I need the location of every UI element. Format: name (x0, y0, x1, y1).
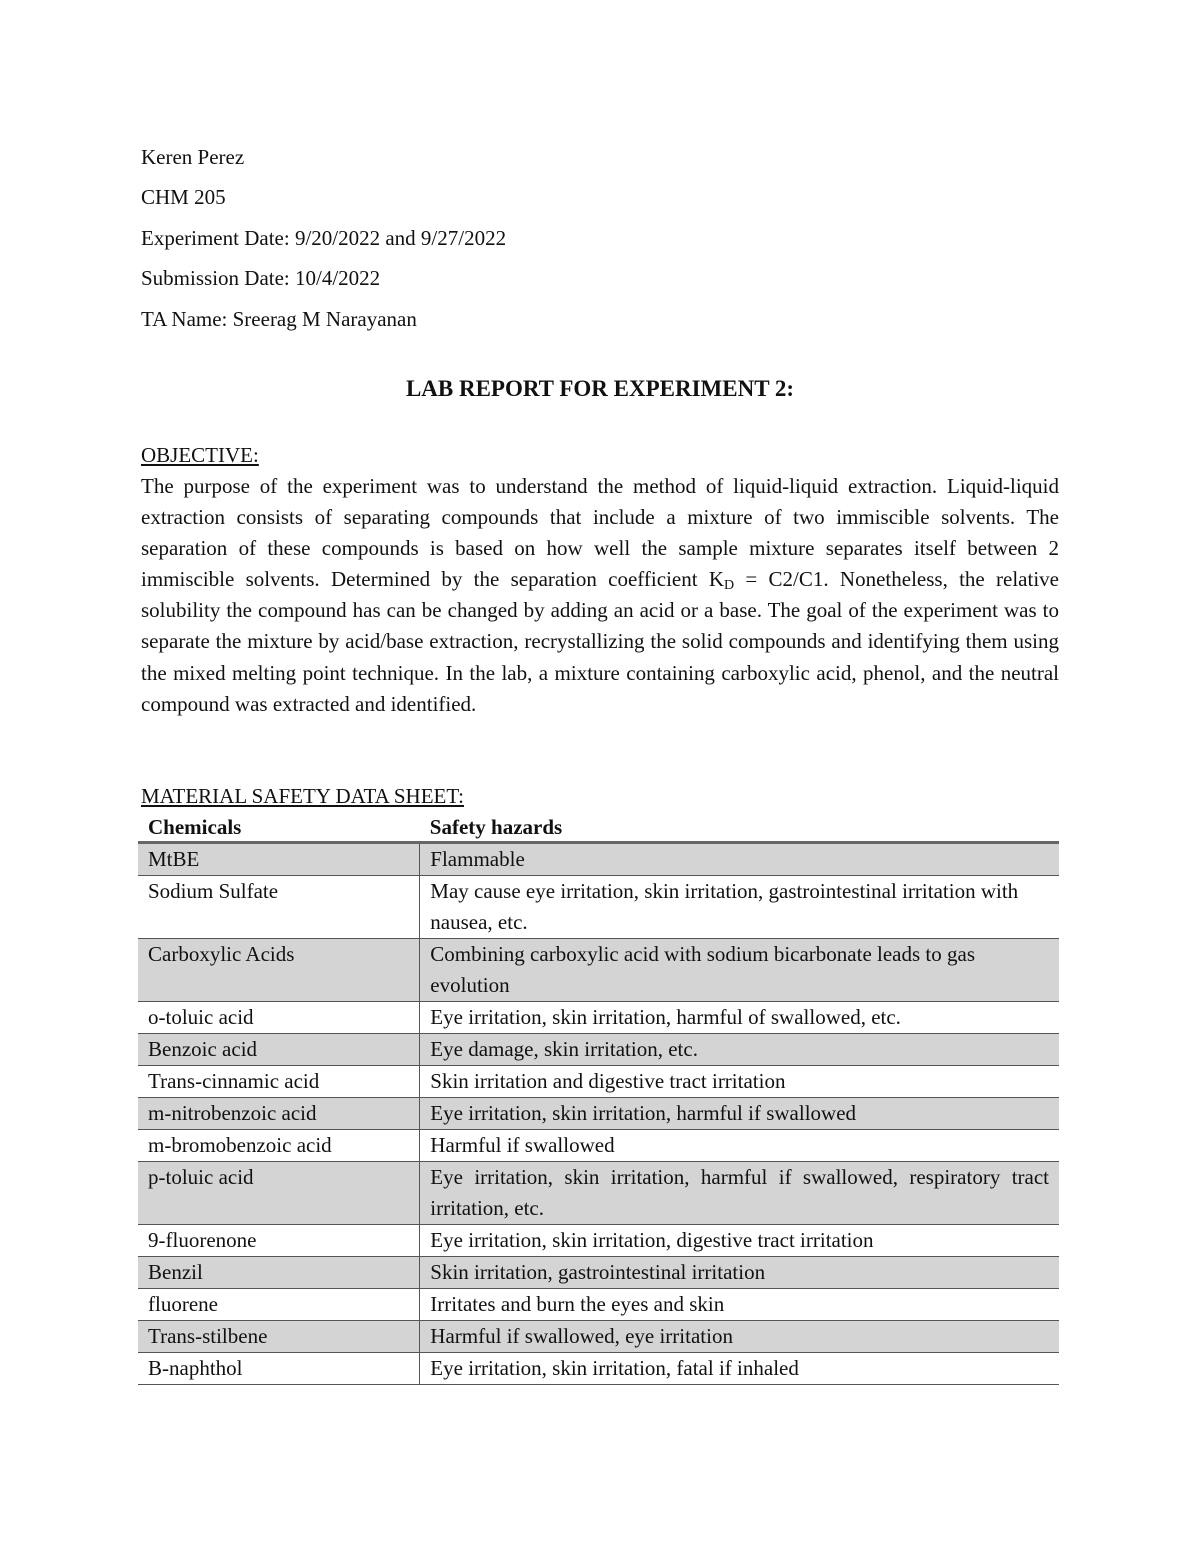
table-row (138, 1034, 1059, 1066)
hazard-cell: Combining carboxylic acid with sodium bicarbonate leads to gas evolution (420, 939, 1059, 1002)
table-row (138, 1130, 1059, 1162)
ta-name: TA Name: Sreerag M Narayanan (141, 307, 417, 331)
column-header-chemicals: Chemicals (138, 813, 420, 843)
chemical-cell: Sodium Sulfate (138, 876, 420, 939)
hazard-cell: Eye irritation, skin irritation, harmful if swallowed (420, 1098, 1059, 1130)
submission-date: Submission Date: 10/4/2022 (141, 266, 381, 290)
chemical-cell: Carboxylic Acids (138, 939, 420, 1002)
hazard-cell: Harmful if swallowed, eye irritation (420, 1321, 1059, 1353)
objective-text-part2: = C2/C1. Nonetheless, the relative solubility the compound has can be changed by adding an acid or a base. The goal of the experiment was to separate the mixture by acid/base extraction, recrystallizing the solid compounds and identifying them using the mixed melting point technique. In the lab, a mixture containing carboxylic acid, phenol, and the neutral compound was extracted and identified. (141, 567, 1059, 716)
k-subscript: D (724, 578, 735, 594)
hazard-cell: Eye irritation, skin irritation, harmful of swallowed, etc. (420, 1002, 1059, 1034)
hazard-cell: Irritates and burn the eyes and skin (420, 1289, 1059, 1321)
table-row (138, 1321, 1059, 1353)
table-row (138, 1066, 1059, 1098)
table-row (138, 1353, 1059, 1385)
chemical-cell: Benzil (138, 1257, 420, 1289)
table-row (138, 1098, 1059, 1130)
objective-heading: OBJECTIVE: (141, 443, 259, 467)
hazard-cell: Eye irritation, skin irritation, digestive tract irritation (420, 1225, 1059, 1257)
msds-heading: MATERIAL SAFETY DATA SHEET: (141, 784, 464, 808)
hazard-cell: Harmful if swallowed (420, 1130, 1059, 1162)
msds-table (138, 813, 1059, 1385)
objective-paragraph (141, 471, 1059, 720)
experiment-date: Experiment Date: 9/20/2022 and 9/27/2022 (141, 226, 507, 250)
hazard-cell: Eye irritation, skin irritation, harmful if swallowed, respiratory tract irritation, etc. (420, 1162, 1059, 1225)
chemical-cell: B-naphthol (138, 1353, 420, 1385)
author-name: Keren Perez (141, 145, 245, 169)
hazard-cell: Eye irritation, skin irritation, fatal if inhaled (420, 1353, 1059, 1385)
objective-text-part1: The purpose of the experiment was to understand the method of liquid-liquid extraction. Liquid-liquid extraction consists of separating compounds that include a mixture of two immiscible solvents. The separation of these compounds is based on how well the sample mixture separates itself between 2 immiscible solvents. Determined by the separation coefficient K (141, 474, 1059, 592)
table-row (138, 1225, 1059, 1257)
hazard-cell: Flammable (420, 843, 1059, 876)
chemical-cell: Trans-stilbene (138, 1321, 420, 1353)
table-row (138, 939, 1059, 1002)
chemical-cell: Benzoic acid (138, 1034, 420, 1066)
table-row (138, 1002, 1059, 1034)
chemical-cell: p-toluic acid (138, 1162, 420, 1225)
table-header-row (138, 813, 1059, 843)
chemical-cell: MtBE (138, 843, 420, 876)
chemical-cell: fluorene (138, 1289, 420, 1321)
course-code: CHM 205 (141, 185, 226, 209)
hazard-cell: Eye damage, skin irritation, etc. (420, 1034, 1059, 1066)
chemical-cell: o-toluic acid (138, 1002, 420, 1034)
hazard-cell: Skin irritation, gastrointestinal irritation (420, 1257, 1059, 1289)
chemical-cell: m-bromobenzoic acid (138, 1130, 420, 1162)
table-row (138, 1257, 1059, 1289)
chemical-cell: Trans-cinnamic acid (138, 1066, 420, 1098)
hazard-cell: Skin irritation and digestive tract irritation (420, 1066, 1059, 1098)
chemical-cell: m-nitrobenzoic acid (138, 1098, 420, 1130)
table-row (138, 1162, 1059, 1225)
column-header-hazards: Safety hazards (420, 813, 1059, 843)
table-row (138, 843, 1059, 876)
table-row (138, 1289, 1059, 1321)
chemical-cell: 9-fluorenone (138, 1225, 420, 1257)
hazard-cell: May cause eye irritation, skin irritation, gastrointestinal irritation with nausea, etc. (420, 876, 1059, 939)
table-row (138, 876, 1059, 939)
report-title: LAB REPORT FOR EXPERIMENT 2: (405, 376, 795, 401)
